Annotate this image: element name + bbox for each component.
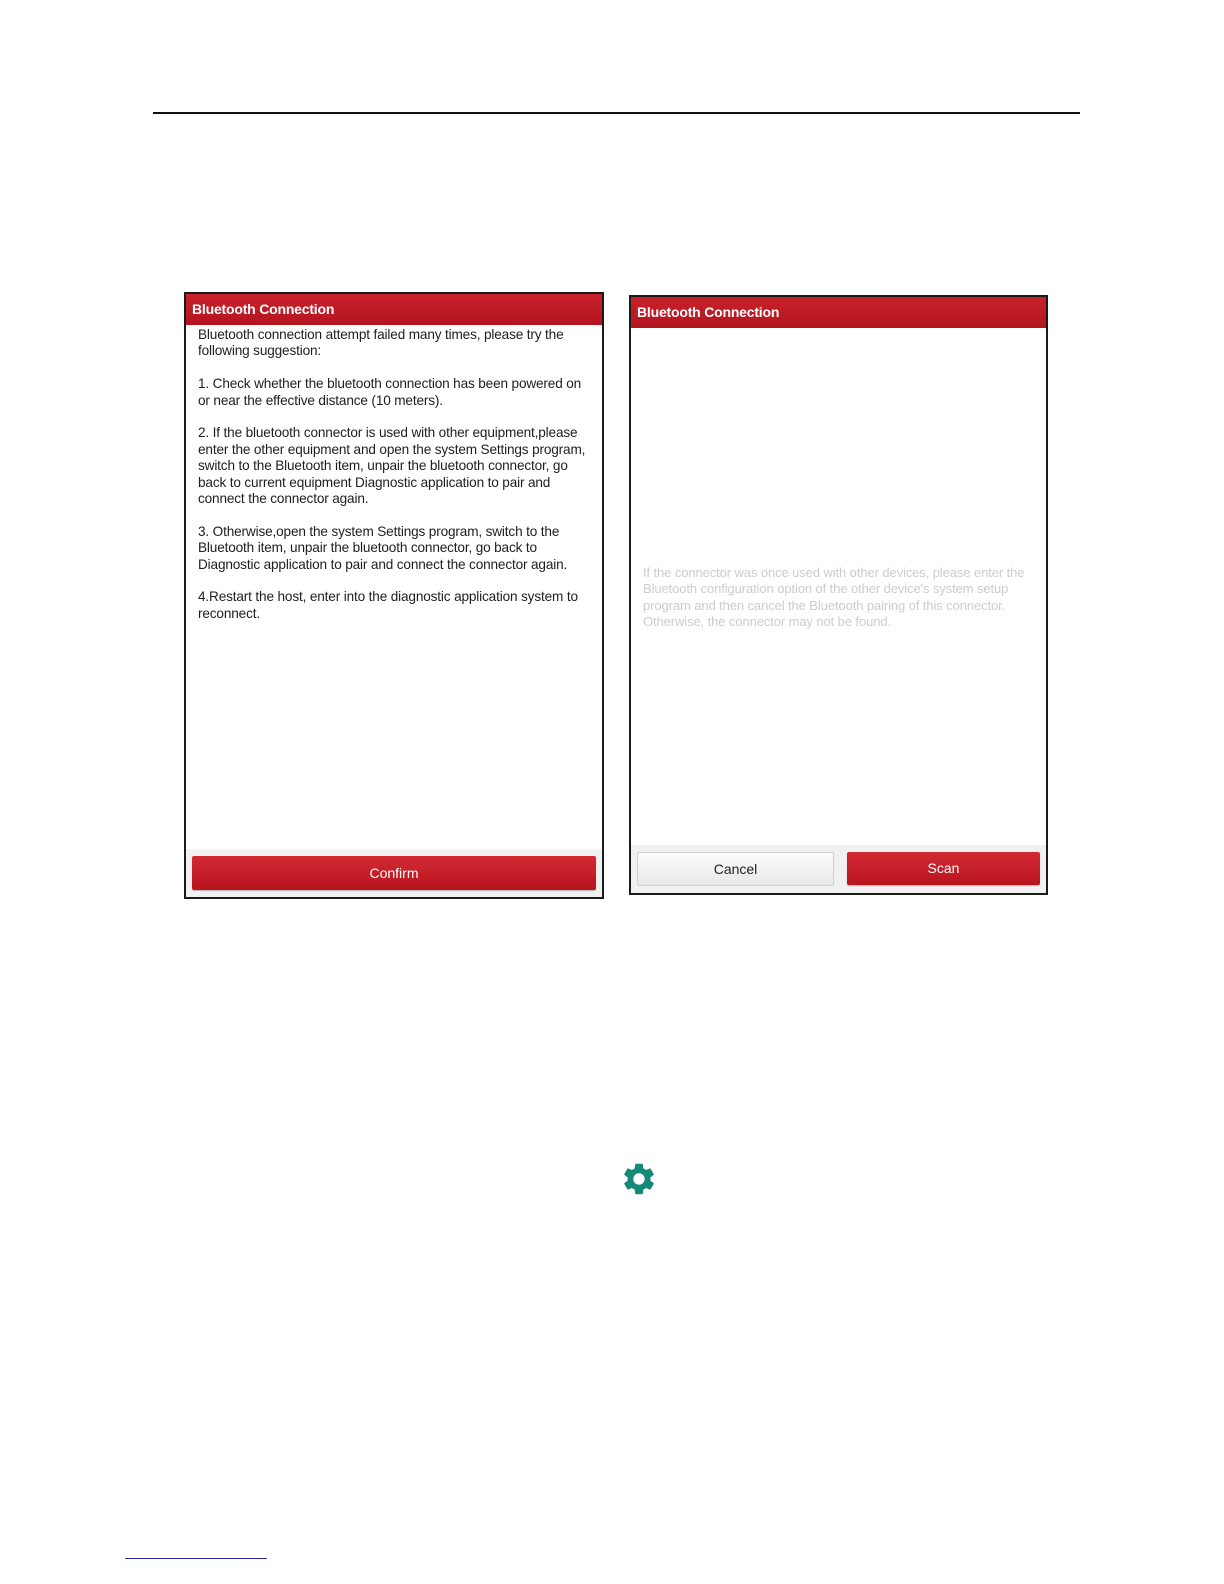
confirm-button[interactable]: Confirm	[192, 856, 596, 890]
suggestion-4: 4.Restart the host, enter into the diagnostic application system to reconnect.	[198, 589, 578, 621]
scan-button[interactable]: Scan	[847, 852, 1040, 885]
bluetooth-failure-dialog	[184, 292, 604, 899]
dialog-footer	[186, 849, 602, 897]
suggestion-1: 1. Check whether the bluetooth connection has been powered on or near the effective distance (10 meters).	[198, 376, 582, 408]
gear-icon	[620, 1160, 658, 1198]
pairing-hint-text: If the connector was once used with other devices, please enter the Bluetooth configuration option of the other device's system setup program and then cancel the Bluetooth pairing of this connector. Otherwise, the connector may not be found.	[643, 565, 1025, 630]
suggestion-2: 2. If the bluetooth connector is used with other equipment,please enter the other equipment and open the system Settings program, switch to the Bluetooth item, unpair the bluetooth connector, go back to current equipment Diagnostic application to pair and connect the connector again.	[198, 425, 586, 507]
intro-text: Bluetooth connection attempt failed many times, please try the following suggestion:	[198, 327, 564, 359]
page-header-rule	[153, 112, 1080, 114]
bluetooth-scan-dialog	[629, 295, 1048, 895]
dialog-title: Bluetooth Connection	[631, 297, 1046, 328]
dialog-footer	[631, 845, 1046, 893]
suggestion-3: 3. Otherwise,open the system Settings program, switch to the Bluetooth item, unpair the bluetooth connector, go back to Diagnostic application to pair and connect the connector again.	[198, 523, 568, 572]
dialog-title: Bluetooth Connection	[186, 294, 602, 325]
dialog-message	[198, 327, 596, 639]
cancel-button[interactable]: Cancel	[637, 852, 834, 886]
footnote-rule	[125, 1558, 267, 1559]
